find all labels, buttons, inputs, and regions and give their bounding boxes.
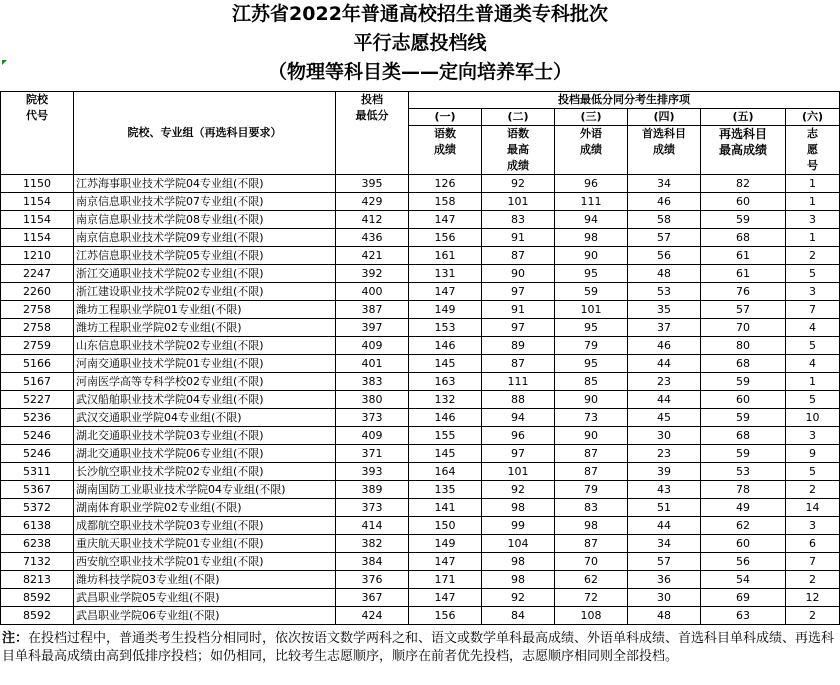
cell-chinese-math: 145 (409, 445, 482, 463)
cell-code: 1210 (1, 247, 74, 265)
cell-foreign-lang: 98 (555, 517, 628, 535)
cell-second-subject-max: 59 (701, 373, 786, 391)
cell-code: 8592 (1, 589, 74, 607)
cell-first-subject: 23 (628, 445, 701, 463)
table-row (1, 427, 840, 445)
cell-min-score: 429 (336, 193, 409, 211)
cell-chinese-math: 131 (409, 265, 482, 283)
cell-school-group: 潍坊科技学院03专业组(不限) (74, 571, 336, 589)
cell-first-subject: 53 (628, 283, 701, 301)
cell-code: 6238 (1, 535, 74, 553)
cell-chinese-math-max: 111 (482, 373, 555, 391)
cell-school-group: 武汉交通职业学院04专业组(不限) (74, 409, 336, 427)
cell-foreign-lang: 70 (555, 553, 628, 571)
cell-school-group: 潍坊工程职业学院02专业组(不限) (74, 319, 336, 337)
cell-second-subject-max: 60 (701, 193, 786, 211)
table-row (1, 247, 840, 265)
cell-choice-no: 1 (786, 373, 840, 391)
table-row (1, 265, 840, 283)
cell-school-group: 湖北交通职业技术学院06专业组(不限) (74, 445, 336, 463)
cell-chinese-math-max: 104 (482, 535, 555, 553)
cell-choice-no: 3 (786, 283, 840, 301)
header-min-score: 投档 最低分 (336, 92, 409, 175)
cell-foreign-lang: 87 (555, 535, 628, 553)
table-row (1, 463, 840, 481)
cell-first-subject: 57 (628, 553, 701, 571)
cell-second-subject-max: 68 (701, 427, 786, 445)
cell-choice-no: 3 (786, 211, 840, 229)
cell-chinese-math-max: 90 (482, 265, 555, 283)
cell-foreign-lang: 95 (555, 265, 628, 283)
cell-min-score: 371 (336, 445, 409, 463)
cell-code: 5236 (1, 409, 74, 427)
cell-code: 1154 (1, 229, 74, 247)
cell-school-group: 长沙航空职业技术学院02专业组(不限) (74, 463, 336, 481)
cell-second-subject-max: 59 (701, 409, 786, 427)
cell-min-score: 382 (336, 535, 409, 553)
header-sub-num: (五) (701, 109, 786, 126)
cell-chinese-math-max: 83 (482, 211, 555, 229)
cell-choice-no: 12 (786, 589, 840, 607)
cell-chinese-math-max: 84 (482, 607, 555, 625)
cell-min-score: 373 (336, 409, 409, 427)
cell-code: 5311 (1, 463, 74, 481)
table-row (1, 499, 840, 517)
cell-first-subject: 45 (628, 409, 701, 427)
cell-chinese-math-max: 97 (482, 283, 555, 301)
cell-first-subject: 35 (628, 301, 701, 319)
table-row (1, 229, 840, 247)
cell-chinese-math: 149 (409, 301, 482, 319)
cell-second-subject-max: 59 (701, 211, 786, 229)
cell-chinese-math: 147 (409, 283, 482, 301)
table-row (1, 535, 840, 553)
cell-choice-no: 1 (786, 229, 840, 247)
table-row (1, 553, 840, 571)
cell-first-subject: 46 (628, 193, 701, 211)
cell-foreign-lang: 111 (555, 193, 628, 211)
cell-min-score: 424 (336, 607, 409, 625)
cell-foreign-lang: 95 (555, 355, 628, 373)
cell-choice-no: 10 (786, 409, 840, 427)
cell-first-subject: 23 (628, 373, 701, 391)
cell-code: 1154 (1, 193, 74, 211)
cell-second-subject-max: 54 (701, 571, 786, 589)
header-group-title: 投档最低分同分考生排序项 (409, 92, 840, 109)
cell-foreign-lang: 108 (555, 607, 628, 625)
table-row (1, 373, 840, 391)
cell-foreign-lang: 83 (555, 499, 628, 517)
cell-second-subject-max: 80 (701, 337, 786, 355)
cell-school-group: 浙江交通职业技术学院02专业组(不限) (74, 265, 336, 283)
cell-choice-no: 2 (786, 247, 840, 265)
cell-school-group: 湖南国防工业职业技术学院04专业组(不限) (74, 481, 336, 499)
cell-foreign-lang: 95 (555, 319, 628, 337)
table-row (1, 481, 840, 499)
cell-code: 8213 (1, 571, 74, 589)
table-row (1, 409, 840, 427)
cell-first-subject: 30 (628, 427, 701, 445)
cell-min-score: 436 (336, 229, 409, 247)
cell-chinese-math: 146 (409, 337, 482, 355)
cell-code: 2758 (1, 319, 74, 337)
cell-chinese-math-max: 98 (482, 499, 555, 517)
cell-first-subject: 57 (628, 229, 701, 247)
cell-foreign-lang: 98 (555, 229, 628, 247)
cell-code: 5167 (1, 373, 74, 391)
cell-chinese-math-max: 92 (482, 589, 555, 607)
cell-second-subject-max: 60 (701, 535, 786, 553)
cell-min-score: 393 (336, 463, 409, 481)
header-sub-label: 语数 最高 成绩 (482, 126, 555, 175)
cell-chinese-math: 149 (409, 535, 482, 553)
cell-code: 2247 (1, 265, 74, 283)
cell-foreign-lang: 87 (555, 463, 628, 481)
table-row (1, 391, 840, 409)
cell-chinese-math-max: 101 (482, 463, 555, 481)
header-sub-num: (二) (482, 109, 555, 126)
title-line-2: 平行志愿投档线 (353, 32, 487, 54)
cell-first-subject: 34 (628, 175, 701, 193)
cell-chinese-math: 146 (409, 409, 482, 427)
cell-code: 5367 (1, 481, 74, 499)
cell-school-group: 湖南体育职业学院02专业组(不限) (74, 499, 336, 517)
cell-choice-no: 1 (786, 193, 840, 211)
cell-code: 2758 (1, 301, 74, 319)
header-name: 院校、专业组（再选科目要求） (74, 92, 336, 175)
header-row-1 (1, 92, 840, 109)
table-row (1, 445, 840, 463)
score-table (0, 91, 840, 625)
cell-second-subject-max: 60 (701, 391, 786, 409)
cell-min-score: 409 (336, 427, 409, 445)
title-line-3: （物理等科目类——定向培养军士） (267, 61, 572, 83)
cell-second-subject-max: 61 (701, 247, 786, 265)
cell-school-group: 潍坊工程职业学院01专业组(不限) (74, 301, 336, 319)
cell-choice-no: 7 (786, 301, 840, 319)
cell-first-subject: 56 (628, 247, 701, 265)
cell-code: 5246 (1, 445, 74, 463)
cell-chinese-math: 164 (409, 463, 482, 481)
cell-code: 2260 (1, 283, 74, 301)
cell-choice-no: 3 (786, 427, 840, 445)
header-sub-num: (六) (786, 109, 840, 126)
cell-second-subject-max: 70 (701, 319, 786, 337)
cell-choice-no: 5 (786, 391, 840, 409)
cell-second-subject-max: 49 (701, 499, 786, 517)
cell-chinese-math: 163 (409, 373, 482, 391)
cell-chinese-math: 156 (409, 229, 482, 247)
cell-foreign-lang: 59 (555, 283, 628, 301)
cell-second-subject-max: 68 (701, 229, 786, 247)
cell-first-subject: 48 (628, 265, 701, 283)
cell-choice-no: 2 (786, 607, 840, 625)
cell-min-score: 409 (336, 337, 409, 355)
header-sub-label: 再选科目 最高成绩 (701, 126, 786, 175)
footnote-text: 在投档过程中，普通类考生投档分相同时，依次按语文数学两科之和、语文或数学单科最高成绩、外语单科成绩、首选科目单科成绩、再选科目单科最高成绩由高到低排序投档；如仍相同，比较考生志愿顺序，顺序在前者优先投档，志愿顺序相同则全部投档。 (2, 631, 835, 664)
cell-chinese-math-max: 92 (482, 481, 555, 499)
cell-foreign-lang: 101 (555, 301, 628, 319)
cell-choice-no: 7 (786, 553, 840, 571)
cell-chinese-math: 171 (409, 571, 482, 589)
cell-foreign-lang: 73 (555, 409, 628, 427)
header-sub-label: 首选科目 成绩 (628, 126, 701, 175)
cell-code: 8592 (1, 607, 74, 625)
table-row (1, 211, 840, 229)
cell-choice-no: 14 (786, 499, 840, 517)
header-code: 院校 代号 (1, 92, 74, 175)
header-sub-num: (一) (409, 109, 482, 126)
cell-min-score: 384 (336, 553, 409, 571)
cell-second-subject-max: 69 (701, 589, 786, 607)
table-row (1, 589, 840, 607)
footnote-prefix: 注： (2, 631, 29, 646)
cell-chinese-math-max: 92 (482, 175, 555, 193)
cell-min-score: 380 (336, 391, 409, 409)
table-row (1, 193, 840, 211)
cell-chinese-math: 156 (409, 607, 482, 625)
cell-choice-no: 2 (786, 481, 840, 499)
cell-chinese-math-max: 101 (482, 193, 555, 211)
cell-min-score: 392 (336, 265, 409, 283)
cell-foreign-lang: 87 (555, 445, 628, 463)
cell-chinese-math-max: 94 (482, 409, 555, 427)
cell-min-score: 383 (336, 373, 409, 391)
cell-code: 1154 (1, 211, 74, 229)
header-sub-label: 语数 成绩 (409, 126, 482, 175)
cell-school-group: 武昌职业学院05专业组(不限) (74, 589, 336, 607)
cell-min-score: 387 (336, 301, 409, 319)
cell-first-subject: 37 (628, 319, 701, 337)
cell-school-group: 武汉船舶职业技术学院04专业组(不限) (74, 391, 336, 409)
cell-foreign-lang: 90 (555, 427, 628, 445)
header-sub-label: 志 愿 号 (786, 126, 840, 175)
title-line-1: 江苏省2022年普通高校招生普通类专科批次 (232, 3, 608, 25)
cell-school-group: 山东信息职业技术学院02专业组(不限) (74, 337, 336, 355)
table-row (1, 517, 840, 535)
table-row (1, 571, 840, 589)
cell-school-group: 西安航空职业技术学院01专业组(不限) (74, 553, 336, 571)
cell-foreign-lang: 96 (555, 175, 628, 193)
cell-school-group: 河南交通职业技术学院01专业组(不限) (74, 355, 336, 373)
cell-min-score: 412 (336, 211, 409, 229)
cell-school-group: 成都航空职业技术学院03专业组(不限) (74, 517, 336, 535)
cell-second-subject-max: 82 (701, 175, 786, 193)
cell-min-score: 373 (336, 499, 409, 517)
cell-first-subject: 30 (628, 589, 701, 607)
cell-chinese-math-max: 96 (482, 427, 555, 445)
cell-first-subject: 43 (628, 481, 701, 499)
cell-school-group: 南京信息职业技术学院08专业组(不限) (74, 211, 336, 229)
cell-code: 6138 (1, 517, 74, 535)
cell-second-subject-max: 68 (701, 355, 786, 373)
cell-first-subject: 58 (628, 211, 701, 229)
cell-chinese-math: 147 (409, 589, 482, 607)
cell-foreign-lang: 79 (555, 337, 628, 355)
cell-code: 7132 (1, 553, 74, 571)
cell-school-group: 武昌职业学院06专业组(不限) (74, 607, 336, 625)
cell-first-subject: 46 (628, 337, 701, 355)
cell-second-subject-max: 56 (701, 553, 786, 571)
cell-chinese-math: 150 (409, 517, 482, 535)
cell-min-score: 400 (336, 283, 409, 301)
cell-school-group: 湖北交通职业技术学院03专业组(不限) (74, 427, 336, 445)
cell-chinese-math-max: 91 (482, 229, 555, 247)
cell-choice-no: 6 (786, 535, 840, 553)
cell-min-score: 367 (336, 589, 409, 607)
table-row (1, 337, 840, 355)
cell-chinese-math: 141 (409, 499, 482, 517)
cell-choice-no: 5 (786, 265, 840, 283)
cell-chinese-math: 132 (409, 391, 482, 409)
cell-chinese-math: 135 (409, 481, 482, 499)
cell-chinese-math-max: 99 (482, 517, 555, 535)
cell-second-subject-max: 63 (701, 607, 786, 625)
table-row (1, 355, 840, 373)
cell-min-score: 397 (336, 319, 409, 337)
cell-chinese-math: 145 (409, 355, 482, 373)
cell-comment-marker (2, 60, 7, 65)
cell-school-group: 南京信息职业技术学院09专业组(不限) (74, 229, 336, 247)
table-row (1, 607, 840, 625)
cell-foreign-lang: 62 (555, 571, 628, 589)
header-sub-num: (三) (555, 109, 628, 126)
table-row (1, 283, 840, 301)
cell-school-group: 浙江建设职业技术学院02专业组(不限) (74, 283, 336, 301)
cell-foreign-lang: 79 (555, 481, 628, 499)
cell-chinese-math-max: 87 (482, 355, 555, 373)
cell-first-subject: 48 (628, 607, 701, 625)
cell-code: 5372 (1, 499, 74, 517)
cell-chinese-math: 153 (409, 319, 482, 337)
cell-choice-no: 2 (786, 571, 840, 589)
cell-first-subject: 44 (628, 517, 701, 535)
cell-first-subject: 36 (628, 571, 701, 589)
cell-chinese-math-max: 98 (482, 571, 555, 589)
title-block (0, 0, 840, 91)
cell-min-score: 414 (336, 517, 409, 535)
cell-foreign-lang: 72 (555, 589, 628, 607)
cell-first-subject: 44 (628, 355, 701, 373)
cell-second-subject-max: 62 (701, 517, 786, 535)
cell-second-subject-max: 76 (701, 283, 786, 301)
cell-first-subject: 44 (628, 391, 701, 409)
table-row (1, 319, 840, 337)
cell-min-score: 401 (336, 355, 409, 373)
cell-foreign-lang: 94 (555, 211, 628, 229)
cell-choice-no: 4 (786, 355, 840, 373)
cell-chinese-math: 155 (409, 427, 482, 445)
table-row (1, 175, 840, 193)
cell-chinese-math: 147 (409, 553, 482, 571)
cell-school-group: 河南医学高等专科学校02专业组(不限) (74, 373, 336, 391)
cell-first-subject: 51 (628, 499, 701, 517)
cell-code: 2759 (1, 337, 74, 355)
cell-second-subject-max: 78 (701, 481, 786, 499)
cell-school-group: 江苏信息职业技术学院05专业组(不限) (74, 247, 336, 265)
cell-min-score: 421 (336, 247, 409, 265)
cell-code: 5166 (1, 355, 74, 373)
cell-second-subject-max: 57 (701, 301, 786, 319)
footnote (0, 630, 838, 666)
cell-school-group: 江苏海事职业技术学院04专业组(不限) (74, 175, 336, 193)
cell-choice-no: 4 (786, 319, 840, 337)
cell-chinese-math: 161 (409, 247, 482, 265)
cell-second-subject-max: 59 (701, 445, 786, 463)
cell-first-subject: 39 (628, 463, 701, 481)
cell-choice-no: 9 (786, 445, 840, 463)
cell-chinese-math-max: 98 (482, 553, 555, 571)
cell-min-score: 389 (336, 481, 409, 499)
cell-min-score: 376 (336, 571, 409, 589)
cell-chinese-math-max: 97 (482, 319, 555, 337)
cell-code: 5227 (1, 391, 74, 409)
header-sub-label: 外语 成绩 (555, 126, 628, 175)
cell-foreign-lang: 90 (555, 247, 628, 265)
table-row (1, 301, 840, 319)
cell-code: 5246 (1, 427, 74, 445)
cell-choice-no: 5 (786, 463, 840, 481)
cell-chinese-math-max: 88 (482, 391, 555, 409)
cell-foreign-lang: 90 (555, 391, 628, 409)
cell-second-subject-max: 53 (701, 463, 786, 481)
cell-min-score: 395 (336, 175, 409, 193)
cell-foreign-lang: 85 (555, 373, 628, 391)
cell-chinese-math: 158 (409, 193, 482, 211)
cell-first-subject: 34 (628, 535, 701, 553)
cell-chinese-math-max: 97 (482, 445, 555, 463)
cell-chinese-math: 126 (409, 175, 482, 193)
cell-second-subject-max: 61 (701, 265, 786, 283)
header-sub-num: (四) (628, 109, 701, 126)
cell-school-group: 南京信息职业技术学院07专业组(不限) (74, 193, 336, 211)
cell-choice-no: 5 (786, 337, 840, 355)
cell-chinese-math: 147 (409, 211, 482, 229)
cell-choice-no: 3 (786, 517, 840, 535)
cell-chinese-math-max: 89 (482, 337, 555, 355)
cell-chinese-math-max: 87 (482, 247, 555, 265)
cell-code: 1150 (1, 175, 74, 193)
cell-school-group: 重庆航天职业技术学院01专业组(不限) (74, 535, 336, 553)
cell-chinese-math-max: 91 (482, 301, 555, 319)
cell-choice-no: 1 (786, 175, 840, 193)
